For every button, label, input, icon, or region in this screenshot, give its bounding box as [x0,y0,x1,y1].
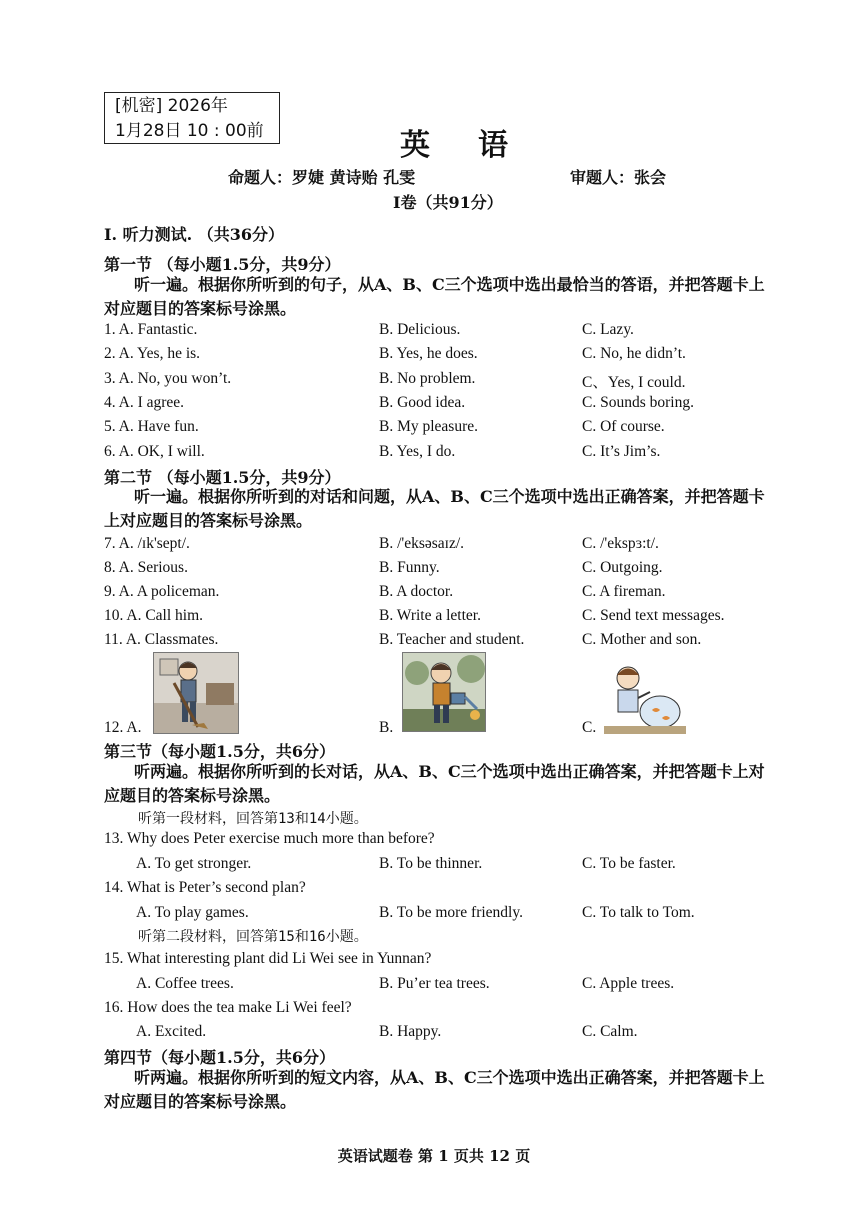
question-14-option-b: B. To be more friendly. [379,904,523,921]
question-5-option-b: B. My pleasure. [379,418,479,435]
volume-heading: I卷（共91分） [393,193,503,212]
section-3-title: 第三节（每小题1.5分，共6分） [104,742,335,761]
section-3-instruction: 听两遍。根据你所听到的长对话，从A、B、C三个选项中选出正确答案，并把答题卡上对应题目的答案标号涂黑。 [104,762,765,805]
question-12-option-b: B. [379,719,394,736]
question-10-option-c: C. Send text messages. [582,607,725,624]
question-10-option-a: 10. A. Call him. [104,607,204,624]
boy-sweeping-picture [153,652,239,734]
question-3-option-b: B. No problem. [379,370,476,387]
question-3-option-a: 3. A. No, you won’t. [104,370,232,387]
question-9-option-a: 9. A. A policeman. [104,583,220,600]
part-heading: I. 听力测试. （共36分） [104,225,285,244]
question-11-option-c: C. Mother and son. [582,631,702,648]
question-4-option-a: 4. A. I agree. [104,394,185,411]
page-footer: 英语试题卷 第 1 页共 12 页 [337,1147,531,1165]
question-8-option-c: C. Outgoing. [582,559,663,576]
section-1-title: 第一节 （每小题1.5分，共9分） [104,255,341,274]
section-2-title: 第二节 （每小题1.5分，共9分） [104,468,341,487]
question-5-option-c: C. Of course. [582,418,665,435]
question-14-option-a: A. To play games. [136,904,249,921]
question-16-option-b: B. Happy. [379,1023,442,1040]
section-4-title: 第四节（每小题1.5分，共6分） [104,1048,335,1067]
question-14-text: 14. What is Peter’s second plan? [104,879,306,896]
boy-watering-picture [402,652,486,732]
page-title: 英语 [400,128,556,163]
question-2-option-b: B. Yes, he does. [379,345,478,362]
question-4-option-c: C. Sounds boring. [582,394,694,411]
section-2-instruction: 听一遍。根据你所听到的对话和问题，从A、B、C三个选项中选出正确答案，并把答题卡上对应题目的答案标号涂黑。 [104,487,765,530]
question-14-option-c: C. To talk to Tom. [582,904,695,921]
question-16-text: 16. How does the tea make Li Wei feel? [104,999,352,1016]
question-8-option-a: 8. A. Serious. [104,559,188,576]
question-8-option-b: B. Funny. [379,559,440,576]
question-4-option-b: B. Good idea. [379,394,466,411]
question-15-option-c: C. Apple trees. [582,975,675,992]
question-6-option-a: 6. A. OK, I will. [104,443,205,460]
question-2-option-c: C. No, he didn’t. [582,345,686,362]
question-7-option-a: 7. A. /ɪk'sept/. [104,535,190,552]
question-6-option-c: C. It’s Jim’s. [582,443,661,460]
question-9-option-b: B. A doctor. [379,583,454,600]
question-7-option-b: B. /'eksəsaɪz/. [379,535,465,552]
question-13-option-a: A. To get stronger. [136,855,252,872]
question-12-option-a: 12. A. [104,719,142,736]
question-13-option-b: B. To be thinner. [379,855,483,872]
question-13-text: 13. Why does Peter exercise much more than before? [104,830,435,847]
question-15-option-a: A. Coffee trees. [136,975,234,992]
section-3-note-1: 听第一段材料，回答第13和14小题。 [138,811,368,827]
question-3-option-c: C、Yes, I could. [582,374,686,391]
question-2-option-a: 2. A. Yes, he is. [104,345,201,362]
question-16-option-a: A. Excited. [136,1023,207,1040]
confidential-stamp [104,92,280,144]
question-setters: 命题人：罗婕 黄诗贻 孔雯 [228,168,416,187]
question-5-option-a: 5. A. Have fun. [104,418,199,435]
question-10-option-b: B. Write a letter. [379,607,481,624]
section-3-note-2: 听第二段材料，回答第15和16小题。 [138,929,368,945]
question-11-option-b: B. Teacher and student. [379,631,525,648]
section-1-instruction: 听一遍。根据你所听到的句子，从A、B、C三个选项中选出最恰当的答语，并把答题卡上对应题目的答案标号涂黑。 [104,275,765,318]
reviewer: 审题人：张会 [570,168,667,187]
question-12-option-c: C. [582,719,597,736]
question-13-option-c: C. To be faster. [582,855,676,872]
question-6-option-b: B. Yes, I do. [379,443,456,460]
question-1-option-a: 1. A. Fantastic. [104,321,198,338]
question-1-option-b: B. Delicious. [379,321,461,338]
question-16-option-c: C. Calm. [582,1023,638,1040]
question-7-option-c: C. /'ekspɜ:t/. [582,535,659,552]
question-9-option-c: C. A fireman. [582,583,666,600]
question-15-text: 15. What interesting plant did Li Wei see in Yunnan? [104,950,432,967]
boy-feeding-fish-picture [604,660,686,734]
question-11-option-a: 11. A. Classmates. [104,631,219,648]
question-1-option-c: C. Lazy. [582,321,634,338]
section-4-instruction: 听两遍。根据你所听到的短文内容，从A、B、C三个选项中选出正确答案，并把答题卡上对应题目的答案标号涂黑。 [104,1068,765,1111]
question-15-option-b: B. Pu’er tea trees. [379,975,490,992]
stamp-line-2: 1月28日 10 : 00前 [115,121,264,141]
stamp-line-1: [机密] 2026年 [115,96,228,116]
